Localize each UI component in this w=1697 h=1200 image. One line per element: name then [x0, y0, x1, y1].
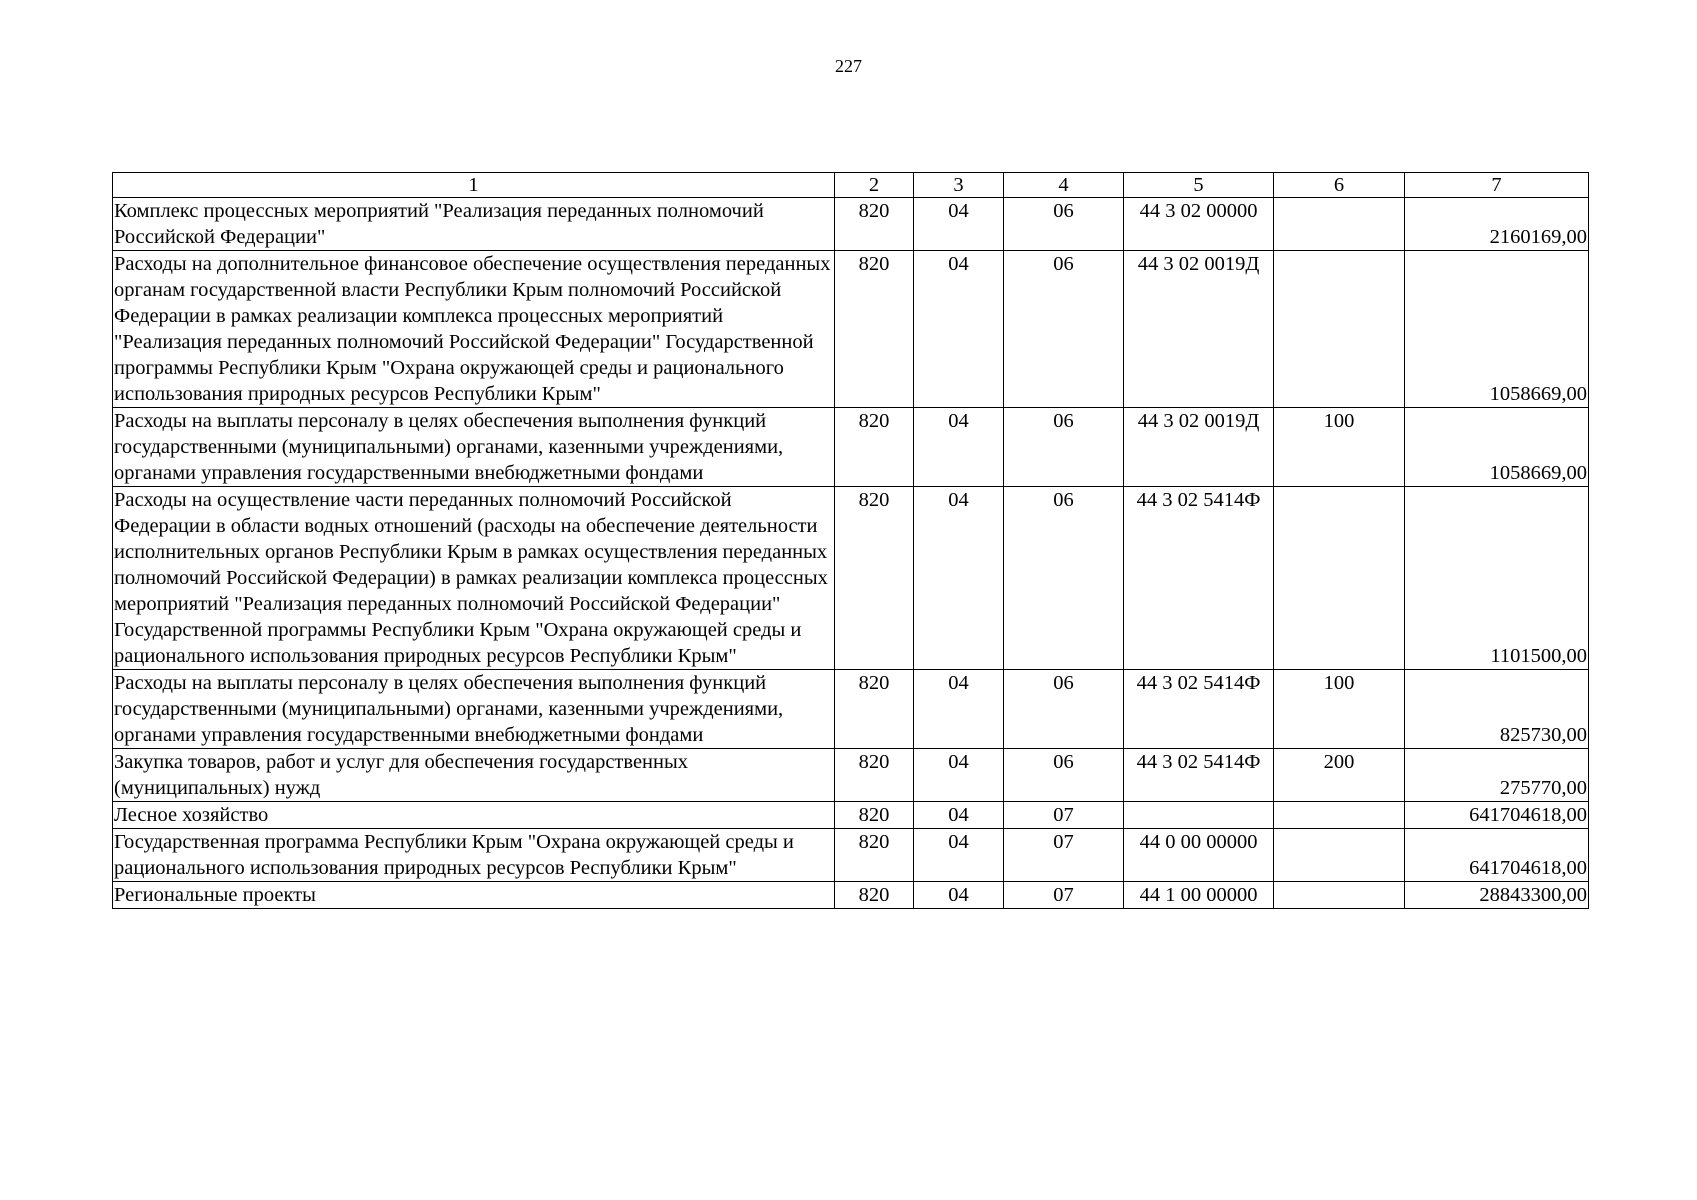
- row-col-5: [1124, 802, 1274, 829]
- row-col-3: 04: [914, 408, 1004, 487]
- row-col-6: [1274, 829, 1405, 882]
- row-col-4: 06: [1004, 251, 1124, 408]
- table-row: [113, 829, 1589, 882]
- row-col-4: 07: [1004, 802, 1124, 829]
- row-col-2: 820: [835, 749, 914, 802]
- row-amount: 1058669,00: [1405, 251, 1589, 408]
- row-name: Расходы на осуществление части переданных полномочий Российской Федерации в области водных отношений (расходы на обеспечение деятельности исполнительных органов Республики Крым в рамках осуществления переданных полномочий Российской Федерации) в рамках реализации комплекса процессных мероприятий "Реализация переданных полномочий Российской Федерации" Государственной программы Республики Крым "Охрана окружающей среды и рационального использования природных ресурсов Республики Крым": [113, 487, 835, 670]
- row-col-4: 07: [1004, 882, 1124, 909]
- row-col-2: 820: [835, 670, 914, 749]
- row-col-2: 820: [835, 882, 914, 909]
- table-row: [113, 802, 1589, 829]
- row-col-4: 06: [1004, 487, 1124, 670]
- row-amount: 28843300,00: [1405, 882, 1589, 909]
- row-col-4: 06: [1004, 749, 1124, 802]
- row-amount: 641704618,00: [1405, 802, 1589, 829]
- table-row: [113, 408, 1589, 487]
- column-header-6: 6: [1274, 173, 1405, 198]
- page-number: 227: [835, 56, 862, 76]
- column-header-5: 5: [1124, 173, 1274, 198]
- table-row: [113, 670, 1589, 749]
- row-col-3: 04: [914, 829, 1004, 882]
- row-name: Комплекс процессных мероприятий "Реализация переданных полномочий Российской Федерации": [113, 198, 835, 251]
- row-col-4: 06: [1004, 670, 1124, 749]
- table-row: [113, 749, 1589, 802]
- column-header-3: 3: [914, 173, 1004, 198]
- row-col-4: 06: [1004, 198, 1124, 251]
- row-amount: 2160169,00: [1405, 198, 1589, 251]
- table-row: [113, 487, 1589, 670]
- row-name: Региональные проекты: [113, 882, 835, 909]
- row-col-3: 04: [914, 802, 1004, 829]
- row-col-4: 07: [1004, 829, 1124, 882]
- row-amount: 825730,00: [1405, 670, 1589, 749]
- row-col-5: 44 1 00 00000: [1124, 882, 1274, 909]
- row-col-2: 820: [835, 829, 914, 882]
- row-col-3: 04: [914, 198, 1004, 251]
- row-col-6: [1274, 882, 1405, 909]
- row-col-5: 44 3 02 00000: [1124, 198, 1274, 251]
- row-col-3: 04: [914, 749, 1004, 802]
- row-amount: 275770,00: [1405, 749, 1589, 802]
- row-name: Закупка товаров, работ и услуг для обеспечения государственных (муниципальных) нужд: [113, 749, 835, 802]
- table-row: [113, 882, 1589, 909]
- row-col-3: 04: [914, 487, 1004, 670]
- column-header-1: 1: [113, 173, 835, 198]
- row-col-5: 44 3 02 0019Д: [1124, 408, 1274, 487]
- row-col-5: 44 3 02 0019Д: [1124, 251, 1274, 408]
- budget-table: [112, 172, 1589, 909]
- row-col-5: 44 3 02 5414Ф: [1124, 749, 1274, 802]
- row-col-3: 04: [914, 670, 1004, 749]
- row-col-5: 44 3 02 5414Ф: [1124, 670, 1274, 749]
- row-col-5: 44 0 00 00000: [1124, 829, 1274, 882]
- header-row: [113, 173, 1589, 198]
- row-name: Расходы на выплаты персоналу в целях обеспечения выполнения функций государственными (муниципальными) органами, казенными учреждениями, органами управления государственными внебюджетными фондами: [113, 408, 835, 487]
- row-col-6: 100: [1274, 670, 1405, 749]
- row-name: Государственная программа Республики Крым "Охрана окружающей среды и рационального использования природных ресурсов Республики Крым": [113, 829, 835, 882]
- row-name: Лесное хозяйство: [113, 802, 835, 829]
- column-header-7: 7: [1405, 173, 1589, 198]
- row-col-4: 06: [1004, 408, 1124, 487]
- table-row: [113, 251, 1589, 408]
- row-name: Расходы на дополнительное финансовое обеспечение осуществления переданных органам государственной власти Республики Крым полномочий Российской Федерации в рамках реализации комплекса процессных мероприятий "Реализация переданных полномочий Российской Федерации" Государственной программы Республики Крым "Охрана окружающей среды и рационального использования природных ресурсов Республики Крым": [113, 251, 835, 408]
- row-amount: 641704618,00: [1405, 829, 1589, 882]
- row-col-6: [1274, 487, 1405, 670]
- row-col-6: [1274, 802, 1405, 829]
- row-amount: 1101500,00: [1405, 487, 1589, 670]
- row-col-3: 04: [914, 251, 1004, 408]
- column-header-2: 2: [835, 173, 914, 198]
- row-col-6: [1274, 251, 1405, 408]
- row-col-6: 100: [1274, 408, 1405, 487]
- table-row: [113, 198, 1589, 251]
- row-col-3: 04: [914, 882, 1004, 909]
- row-col-6: [1274, 198, 1405, 251]
- column-header-4: 4: [1004, 173, 1124, 198]
- row-col-2: 820: [835, 487, 914, 670]
- row-amount: 1058669,00: [1405, 408, 1589, 487]
- row-col-2: 820: [835, 802, 914, 829]
- row-col-6: 200: [1274, 749, 1405, 802]
- row-col-2: 820: [835, 408, 914, 487]
- row-col-2: 820: [835, 251, 914, 408]
- row-col-5: 44 3 02 5414Ф: [1124, 487, 1274, 670]
- row-name: Расходы на выплаты персоналу в целях обеспечения выполнения функций государственными (муниципальными) органами, казенными учреждениями, органами управления государственными внебюджетными фондами: [113, 670, 835, 749]
- row-col-2: 820: [835, 198, 914, 251]
